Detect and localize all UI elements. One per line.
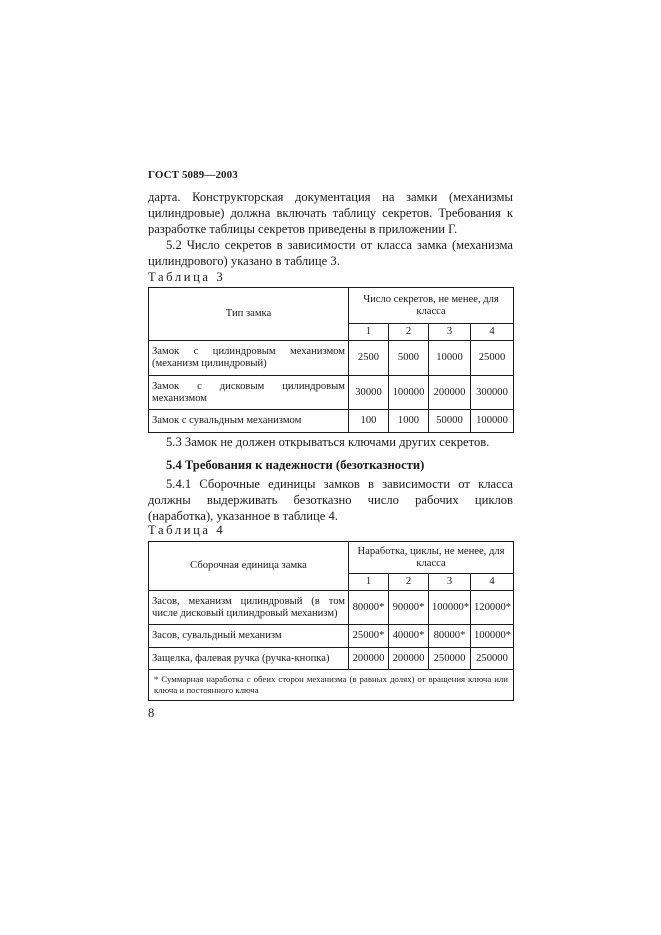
table-4-class-3: 3 (429, 574, 471, 591)
table-cell: 2500 (349, 341, 389, 376)
table-row (149, 376, 514, 410)
table-4-group-header: Наработка, циклы, не менее, для класса (349, 542, 514, 574)
table-cell: 80000* (429, 625, 471, 648)
table-cell: 200000 (389, 648, 429, 670)
table-4-footnote: * Суммарная наработка с обеих сторон механизма (в равных долях) от вращения ключа или ключа и постоянного ключа (149, 670, 514, 701)
table-cell: 100000* (471, 625, 514, 648)
table-cell: 100000* (429, 591, 471, 625)
table-3-header-row (149, 288, 514, 324)
table-4-caption: Таблица 4 (148, 523, 226, 537)
table-3-type-header: Тип замка (149, 288, 349, 341)
table-4-row-label: Засов, механизм цилиндровый (в том числе дисковый цилиндровый механизм) (149, 591, 349, 625)
paragraph-5-2: 5.2 Число секретов в зависимости от класса замка (механизма цилиндрового) указано в таблице 3. (148, 238, 513, 268)
table-4-class-1: 1 (349, 574, 389, 591)
table-cell: 200000 (349, 648, 389, 670)
page-number: 8 (148, 706, 155, 720)
text-block-middle (148, 434, 513, 524)
table-cell: 25000 (471, 341, 514, 376)
table-cell: 90000* (389, 591, 429, 625)
table-3-row-label: Замок с дисковым цилиндровым механизмом (149, 376, 349, 410)
table-cell: 100 (349, 410, 389, 433)
table-cell: 250000 (471, 648, 514, 670)
table-cell: 1000 (389, 410, 429, 433)
table-3-group-header: Число секретов, не менее, для класса (349, 288, 514, 324)
table-cell: 100000 (471, 410, 514, 433)
table-cell: 200000 (429, 376, 471, 410)
table-row (149, 648, 514, 670)
table-cell: 10000 (429, 341, 471, 376)
table-3-row-label: Замок с цилиндровым механизмом (механизм цилиндровый) (149, 341, 349, 376)
table-row (149, 591, 514, 625)
table-3-class-4: 4 (471, 324, 514, 341)
table-4-unit-header: Сборочная единица замка (149, 542, 349, 591)
table-4-header-row (149, 542, 514, 574)
table-cell: 250000 (429, 648, 471, 670)
table-cell: 300000 (471, 376, 514, 410)
table-4-footnote-row (149, 670, 514, 701)
table-cell: 100000 (389, 376, 429, 410)
section-heading-5-4: 5.4 Требования к надежности (безотказности) (166, 458, 425, 472)
paragraph-5-3: 5.3 Замок не должен открываться ключами других секретов. (166, 435, 490, 449)
document-header: ГОСТ 5089—2003 (148, 169, 238, 181)
table-3-class-2: 2 (389, 324, 429, 341)
paragraph-continuation: дарта. Конструкторская документация на замки (механизмы цилиндровые) должна включать таблицу секретов. Требования к разработке таблицы секретов приведены в приложении Г. (148, 190, 513, 236)
table-3-class-1: 1 (349, 324, 389, 341)
table-cell: 120000* (471, 591, 514, 625)
paragraph-5-4-1: 5.4.1 Сборочные единицы замков в зависимости от класса должны выдерживать безотказно число рабочих циклов (наработка), указанное в таблице 4. (148, 477, 513, 523)
table-3-class-3: 3 (429, 324, 471, 341)
table-row (149, 341, 514, 376)
text-block-top (148, 189, 513, 269)
table-4-row-label: Засов, сувальдный механизм (149, 625, 349, 648)
table-cell: 30000 (349, 376, 389, 410)
table-3-row-label: Замок с сувальдным механизмом (149, 410, 349, 433)
table-row (149, 410, 514, 433)
table-4 (148, 541, 514, 701)
table-cell: 50000 (429, 410, 471, 433)
table-4-class-2: 2 (389, 574, 429, 591)
table-cell: 5000 (389, 341, 429, 376)
table-3-caption: Таблица 3 (148, 270, 226, 284)
table-cell: 80000* (349, 591, 389, 625)
table-row (149, 625, 514, 648)
table-4-class-4: 4 (471, 574, 514, 591)
table-cell: 40000* (389, 625, 429, 648)
table-3 (148, 287, 514, 433)
table-cell: 25000* (349, 625, 389, 648)
table-4-row-label: Защелка, фалевая ручка (ручка-кнопка) (149, 648, 349, 670)
